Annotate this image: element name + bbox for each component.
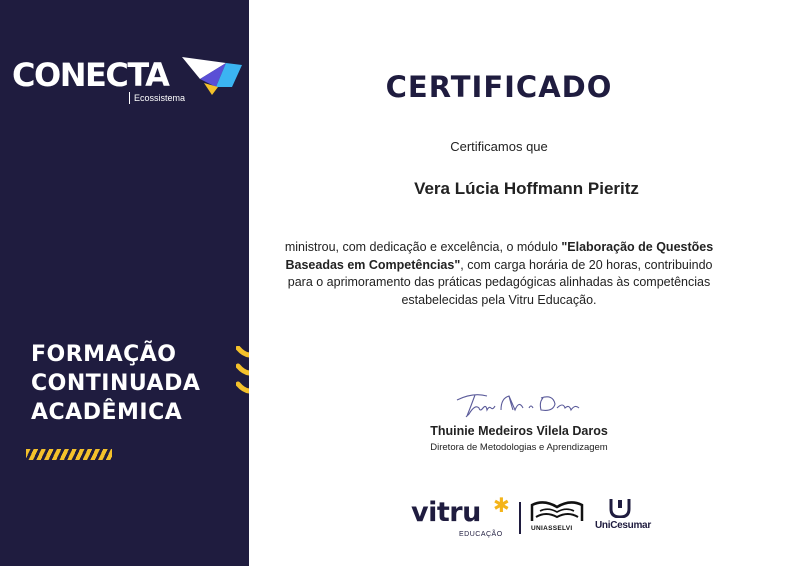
- body-text-start: ministrou, com dedicação e excelência, o módulo: [284, 240, 562, 254]
- rocket-swoosh-icon: [182, 57, 244, 95]
- shield-icon: [609, 498, 631, 518]
- decorative-stripe: [26, 449, 112, 460]
- sidebar-panel: [0, 0, 249, 566]
- program-title: [31, 340, 200, 427]
- recipient-name: Vera Lúcia Hoffmann Pieritz: [414, 179, 639, 198]
- program-line-3: ACADÊMICA: [31, 400, 183, 425]
- body-text-end: , com carga horária de 20 horas, contribuindo para o aprimoramento das práticas pedagógicas alinhadas às competências estabelecidas pela Vitru Educação.: [287, 257, 713, 307]
- conecta-logo: [12, 55, 244, 107]
- signer-name: Thuinie Medeiros Vilela Daros: [430, 424, 608, 438]
- certificate-intro: Certificamos que: [450, 139, 548, 154]
- vitru-subtitle: EDUCAÇÃO: [459, 531, 503, 538]
- logo-divider: [519, 502, 521, 534]
- chevron-down-icon: [236, 346, 249, 400]
- unicesumar-label: UniCesumar: [595, 520, 651, 531]
- program-line-2: CONTINUADA: [31, 371, 201, 396]
- star-icon: ✱: [493, 495, 510, 517]
- open-book-icon: [528, 499, 586, 525]
- uniasselvi-logo: [528, 499, 586, 539]
- certificate-title: CERTIFICADO: [385, 70, 613, 104]
- unicesumar-logo: [595, 498, 665, 538]
- vitru-wordmark: vitru: [411, 497, 481, 528]
- logo-subtitle: Ecossistema: [129, 92, 185, 104]
- certificate-content: [249, 0, 800, 566]
- signer-role: Diretora de Metodologias e Aprendizagem: [430, 442, 608, 453]
- handwritten-signature: [453, 388, 583, 420]
- logo-text: CONECTA: [12, 56, 169, 94]
- module-name: "Elaboração de Questões Baseadas em Competências": [285, 240, 714, 272]
- program-line-1: FORMAÇÃO: [31, 342, 177, 367]
- partner-logos: [411, 496, 661, 541]
- uniasselvi-label: UNIASSELVI: [531, 525, 573, 532]
- certificate-body: [279, 239, 719, 309]
